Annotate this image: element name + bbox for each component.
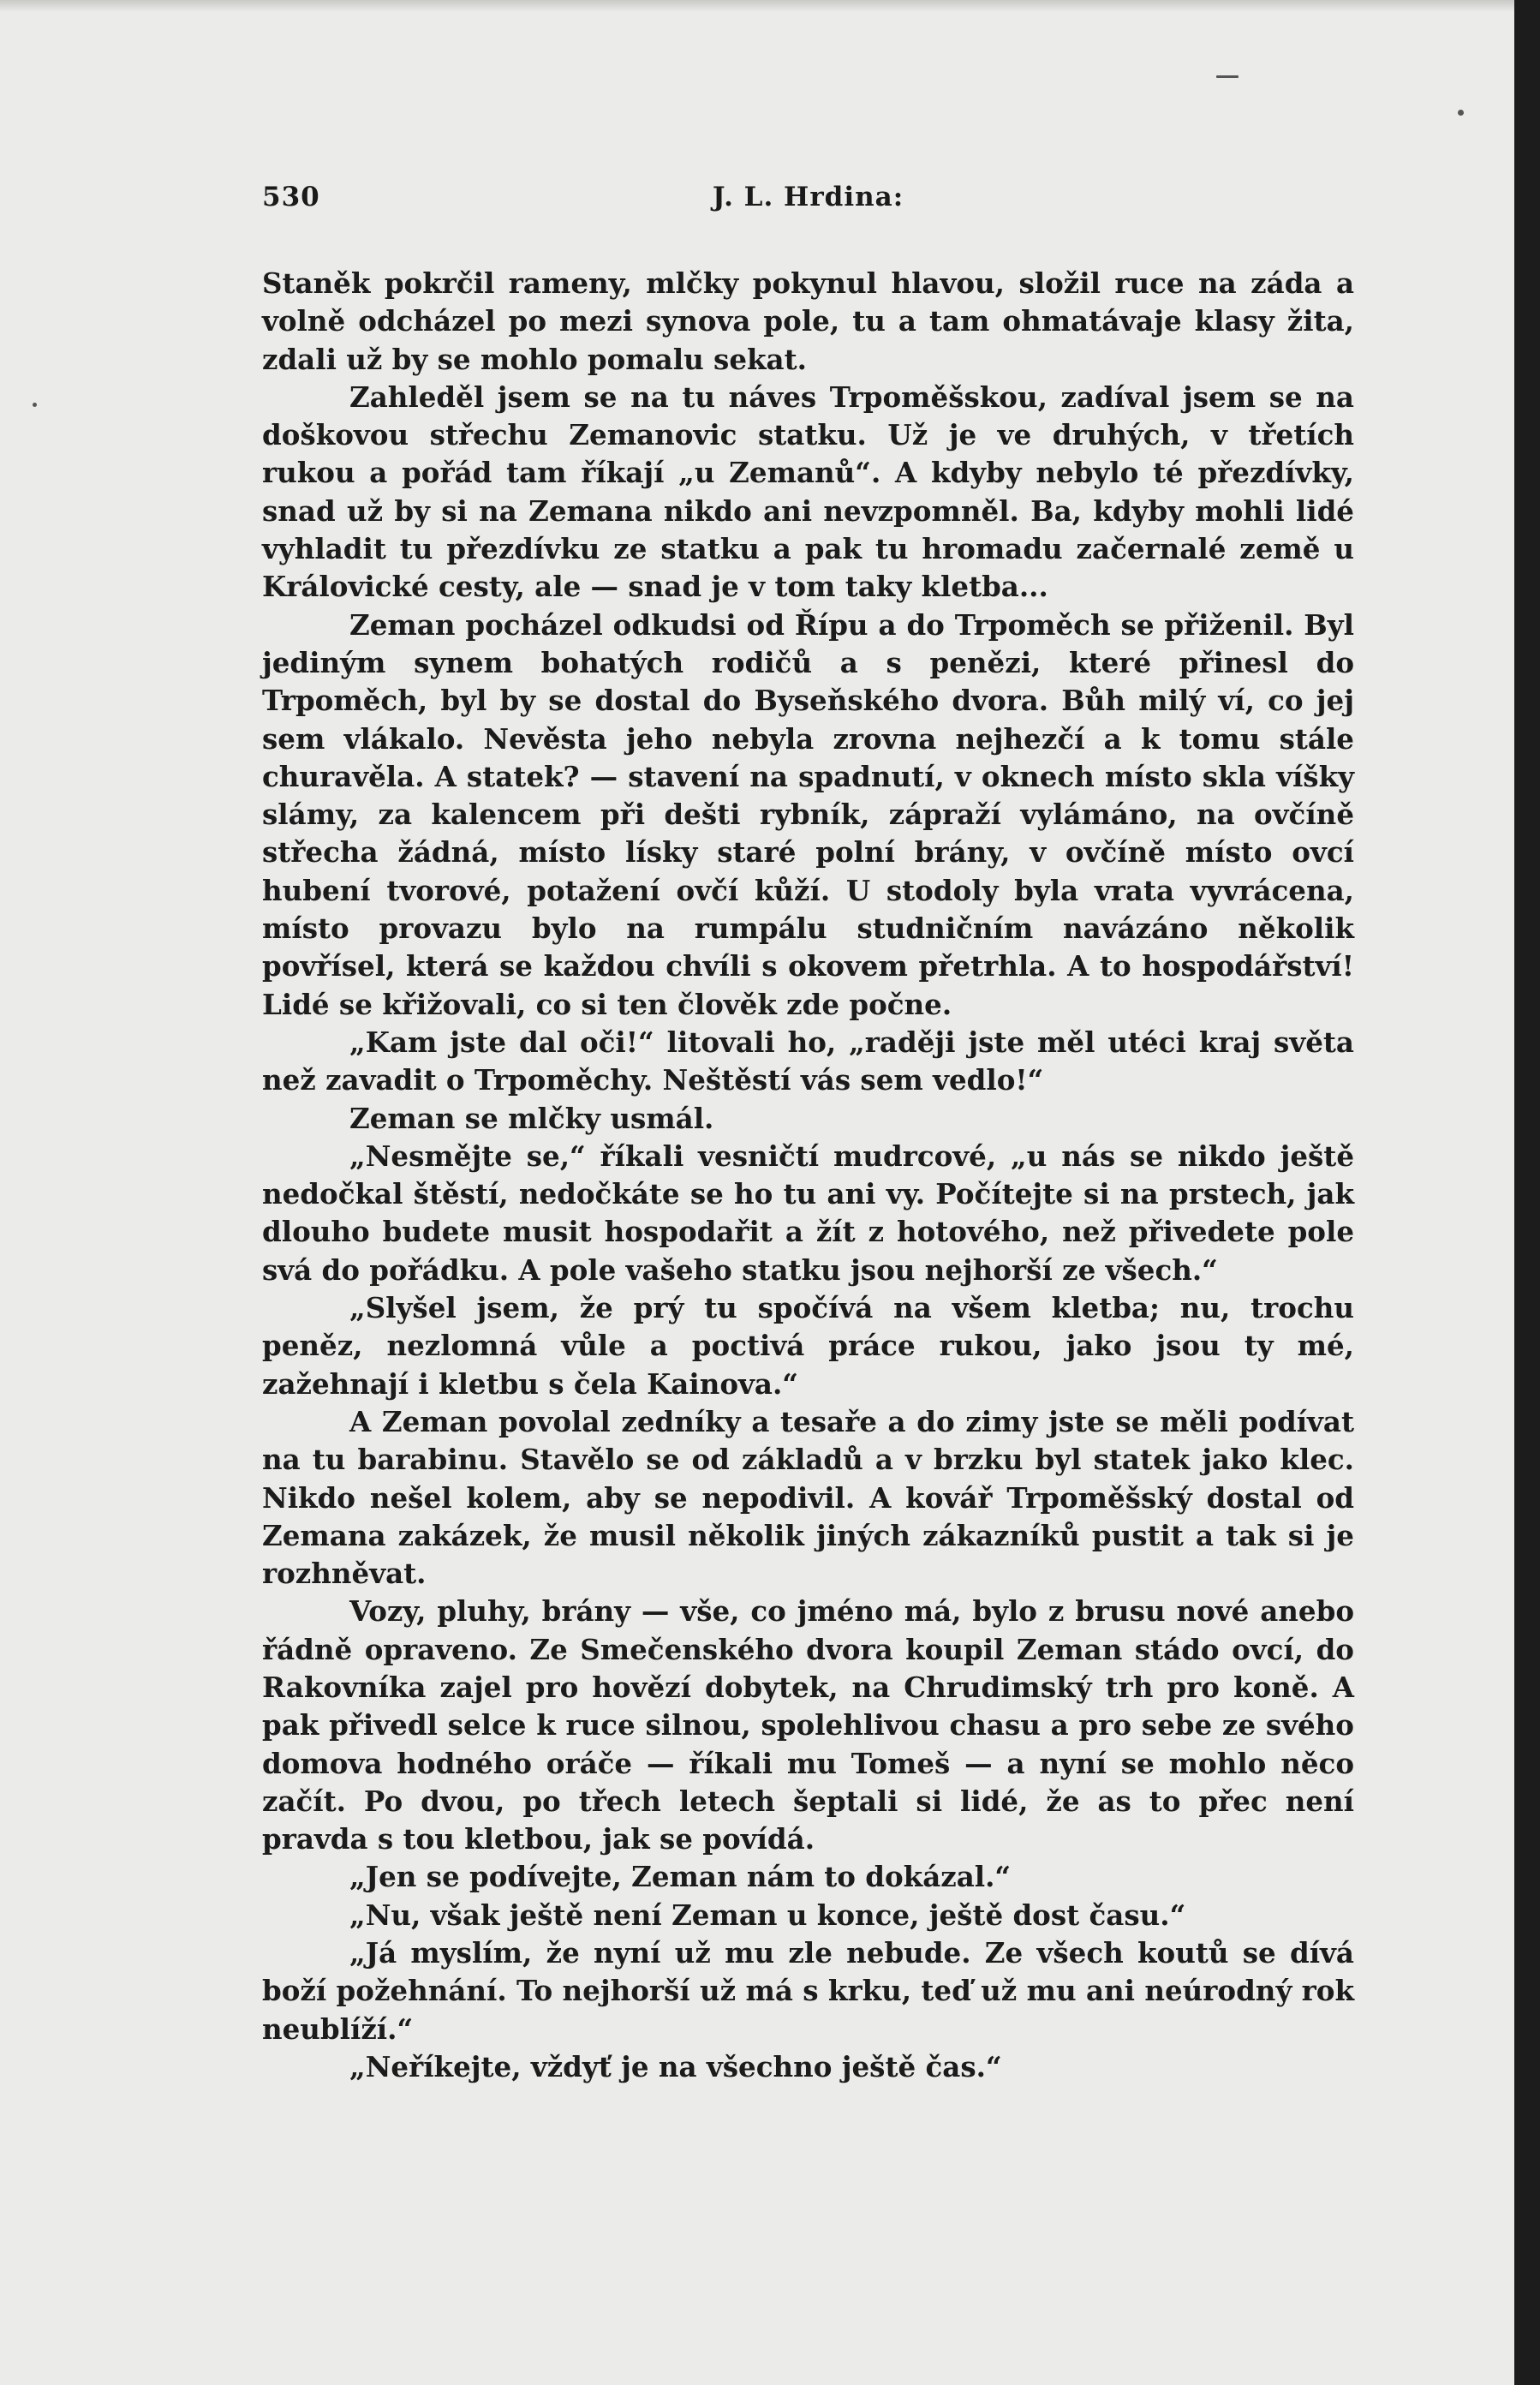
paragraph: „Jen se podívejte, Zeman nám to dokázal.“ <box>349 1860 1012 1894</box>
paragraph: Zeman se mlčky usmál. <box>349 1101 714 1135</box>
running-head: J. L. Hrdina: <box>712 182 904 212</box>
body-text <box>262 265 1354 2086</box>
paragraph: Staněk pokrčil rameny, mlčky pokynul hlavou, složil ruce na záda a volně odcházel po mezi synova pole, tu a tam ohmatávaje klasy žita, zdali už by se mohlo pomalu sekat. <box>262 266 1354 376</box>
paragraph: „Slyšel jsem, že prý tu spočívá na všem kletba; nu, trochu peněz, nezlomná vůle a poctivá práce rukou, jako jsou ty mé, zažehnají i kletbu s čela Kainova.“ <box>262 1291 1354 1401</box>
print-speck <box>1458 110 1464 116</box>
paragraph: „Já myslím, že nyní už mu zle nebude. Ze všech koutů se dívá boží požehnání. To nejhorší už má s krku, teď už mu ani neúrodný rok neublíží.“ <box>262 1936 1354 2046</box>
paragraph: „Neříkejte, vždyť je na všechno ještě čas.“ <box>349 2049 1002 2083</box>
paragraph: „Nesmějte se,“ říkali vesničtí mudrcové, „u nás se nikdo ještě nedočkal štěstí, nedočkáte se ho tu ani vy. Počítejte si na prstech, jak dlouho budete musit hospodařit a žít z hotového, než přivedete pole svá do pořádku. A pole vašeho statku jsou nejhorší ze všech.“ <box>262 1139 1354 1287</box>
paragraph: A Zeman povolal zedníky a tesaře a do zimy jste se měli podívat na tu barabinu. Stavělo se od základů a v brzku byl statek jako klec. Nikdo nešel kolem, aby se nepodivil. A kovář Trpoměšský dostal od Zemana zakázek, že musil několik jiných zákazníků pustit a tak si je rozhněvat. <box>262 1404 1354 1591</box>
paragraph: „Nu, však ještě není Zeman u konce, ještě dost času.“ <box>349 1898 1186 1932</box>
paragraph: Zeman pocházel odkudsi od Řípu a do Trpoměch se přiženil. Byl jediným synem bohatých rodičů a s penězi, které přinesl do Trpoměch, byl by se dostal do Byseňského dvora. Bůh milý ví, co jej sem vlákalo. Nevěsta jeho nebyla zrovna nejhezčí a k tomu stále churavěla. A statek? — stavení na spadnutí, v oknech místo skla víšky slámy, za kalencem při dešti rybník, zápraží vylámáno, na ovčíně střecha žádná, místo lísky staré polní brány, v ovčíně místo ovcí hubení tvorové, potažení ovčí kůží. U stodoly byla vrata vyvrácena, místo provazu bylo na rumpálu studničním navázáno několik povřísel, která se každou chvíli s okovem přetrhla. A to hospodářství! Lidé se křižovali, co si ten člověk zde počne. <box>262 607 1354 1021</box>
paragraph: „Kam jste dal oči!“ litovali ho, „raději jste měl utéci kraj světa než zavadit o Trpoměchy. Neštěstí vás sem vedlo!“ <box>262 1025 1354 1097</box>
page-number: 530 <box>262 182 320 212</box>
paragraph: Vozy, pluhy, brány — vše, co jméno má, bylo z brusu nové anebo řádně opraveno. Ze Smečenského dvora koupil Zeman stádo ovcí, do Rakovníka zajel pro hovězí dobytek, na Chrudimský trh pro koně. A pak přivedl selce k ruce silnou, spolehlivou chasu a pro sebe ze svého domova hodného oráče — říkali mu Tomeš — a nyní se mohlo něco začít. Po dvou, po třech letech šeptali si lidé, že as to přec není pravda s tou kletbou, jak se povídá. <box>262 1594 1354 1856</box>
page-header <box>262 182 1354 224</box>
print-speck <box>1216 75 1239 78</box>
print-speck <box>33 403 37 407</box>
paragraph: Zahleděl jsem se na tu náves Trpoměšskou, zadíval jsem se na doškovou střechu Zemanovic statku. Už je ve druhých, v třetích rukou a pořád tam říkají „u Zemanů“. A kdyby nebylo té přezdívky, snad už by si na Zemana nikdo ani nevzpomněl. Ba, kdyby mohli lidé vyhladit tu přezdívku ze statku a pak tu hromadu začernalé země u Královické cesty, ale — snad je v tom taky kletba... <box>262 380 1354 604</box>
